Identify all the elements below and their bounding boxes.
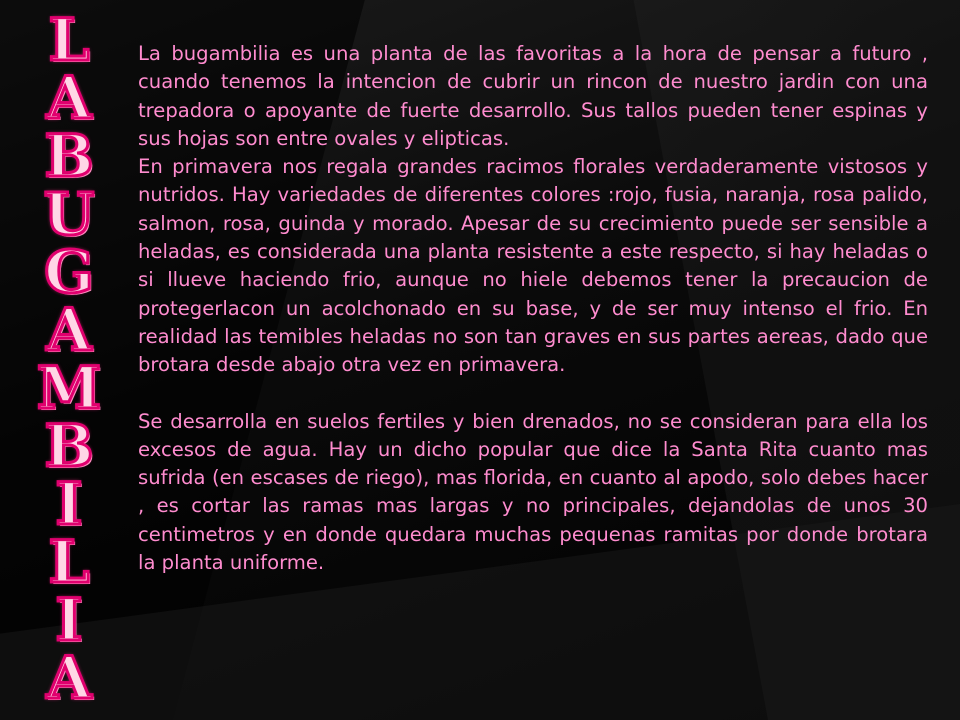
vertical-title-letter: M — [36, 354, 102, 422]
vertical-title-letter: A — [46, 64, 92, 132]
vertical-title-letter: I — [55, 470, 83, 538]
paragraph-soil: Se desarrolla en suelos fertiles y bien drenados, no se consideran para ella los excesos de agua. Hay un dicho popular que dice la Santa Rita cuanto mas sufrida (en escases de riego), mas florida, en cuanto al apodo, solo debes hacer , es cortar las ramas mas largas y no principales, dejandolas de unos 30 centimetros y en donde quedara muchas pequenas ramitas por donde brotara la planta uniforme. — [138, 409, 928, 575]
vertical-title-letter: B — [44, 122, 94, 190]
vertical-title-letter: A — [46, 644, 92, 712]
vertical-title-letter: B — [44, 412, 94, 480]
paragraph-intro: La bugambilia es una planta de las favoritas a la hora de pensar a futuro , cuando tenemos la intencion de cubrir un rincon de nuestro jardin con una trepadora o apoyante de fuerte desarrollo. Sus tallos pueden tener espinas y sus hojas son entre ovales y elipticas. — [138, 42, 928, 150]
vertical-title-letter: I — [55, 586, 83, 654]
vertical-title-letter: L — [48, 528, 90, 596]
vertical-title-letter: U — [43, 180, 95, 248]
paragraph-spacer — [138, 380, 928, 408]
paragraph-spring: En primavera nos regala grandes racimos florales verdaderamente vistosos y nutridos. Hay variedades de diferentes colores :rojo, fusia, naranja, rosa palido, salmon, rosa, guinda y morado. Apesar de su crecimiento puede ser sensible a heladas, es considerada una planta resistente a este respecto, si hay heladas o si llueve haciendo frio, aunque no hiele debemos tener la precaucion de protegerlacon un acolchonado en su base, y de ser muy intenso el frio. En realidad las temibles heladas no son tan graves en sus partes aereas, dado que brotara desde abajo otra vez en primavera. — [138, 155, 928, 377]
vertical-title-letter: A — [46, 296, 92, 364]
vertical-title-letter: G — [44, 238, 94, 306]
vertical-title-letter: L — [48, 6, 90, 74]
body-text — [138, 40, 928, 577]
